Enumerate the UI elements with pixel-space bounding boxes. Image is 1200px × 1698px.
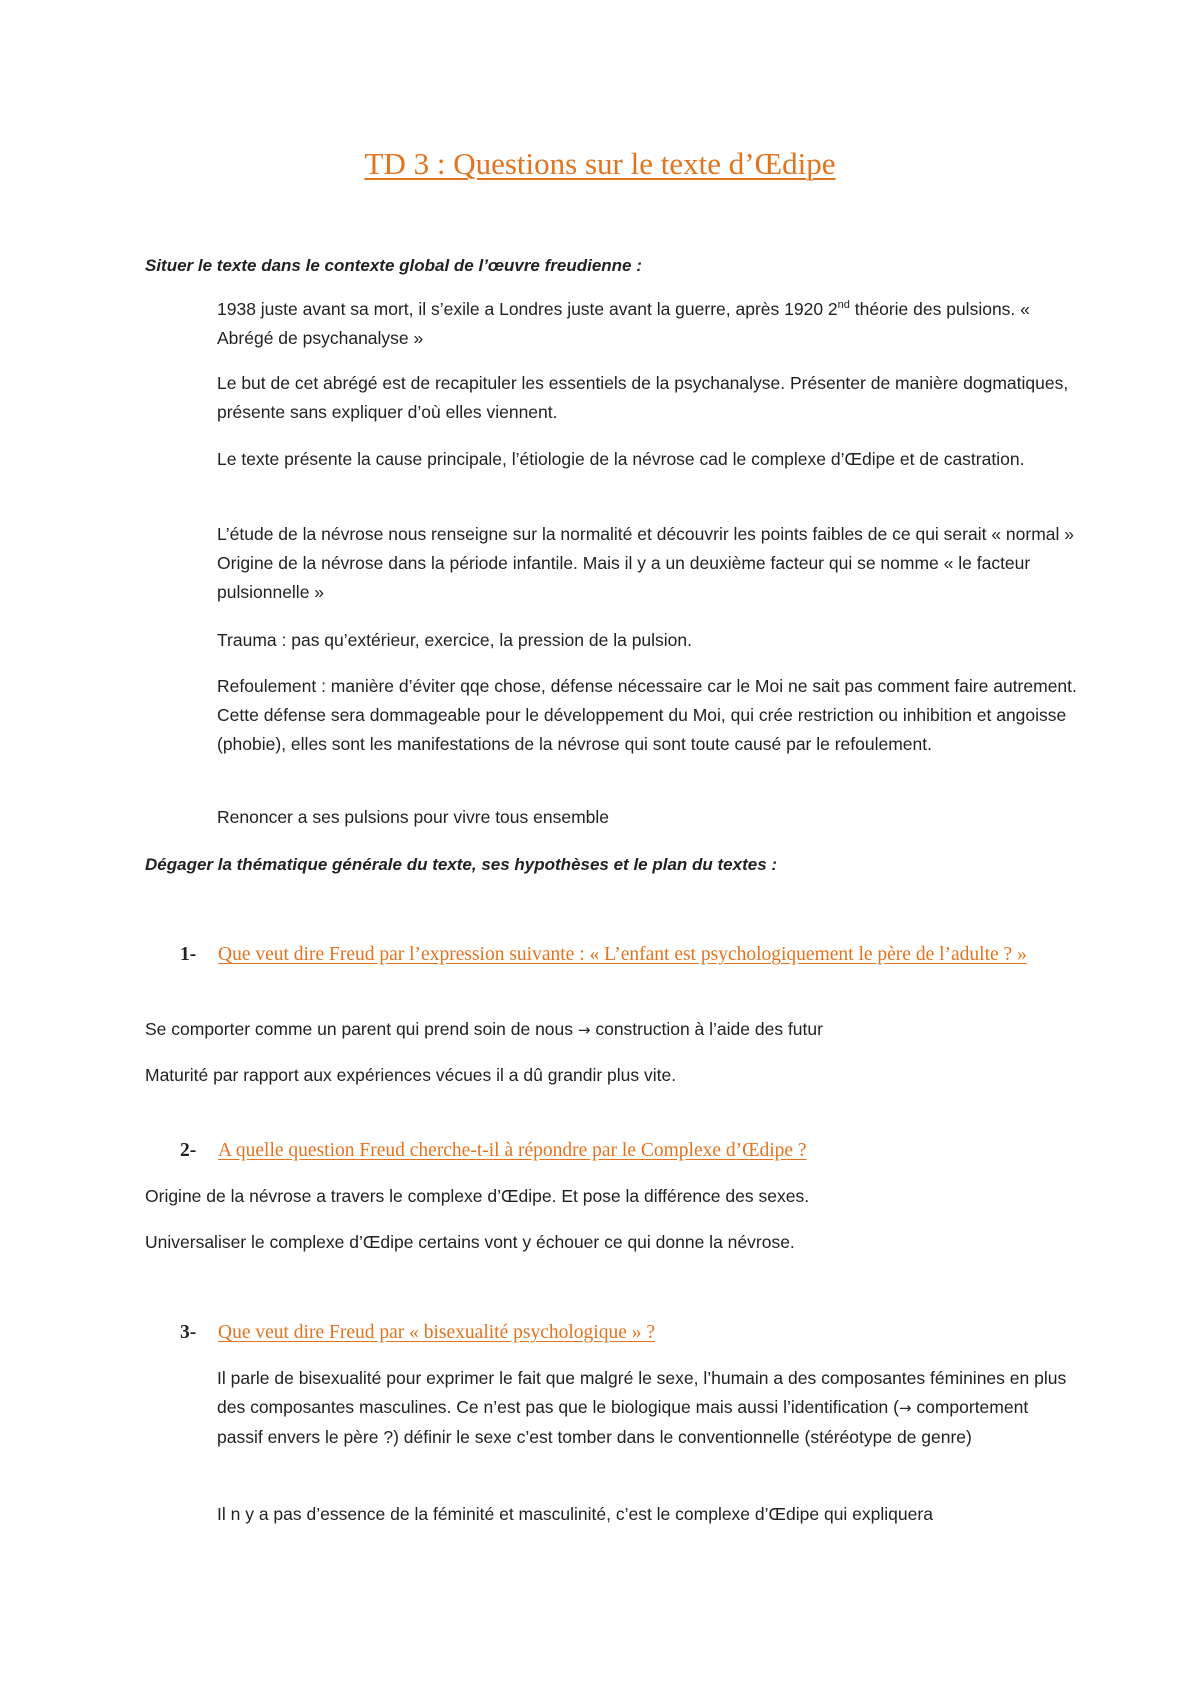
question-3: [180, 1318, 1068, 1347]
document-title: TD 3 : Questions sur le texte d’Œdipe: [364, 146, 836, 181]
paragraph-context-1: [217, 295, 1077, 353]
question-text: A quelle question Freud cherche-t-il à répondre par le Complexe d’Œdipe ?: [218, 1140, 807, 1161]
answer-text: construction à l’aide des futur: [590, 1019, 823, 1039]
arrow-right-icon: →: [898, 1399, 912, 1417]
paragraph-context-6: Refoulement : manière d’éviter qqe chose, défense nécessaire car le Moi ne sait pas comment faire autrement. Cette défense sera dommageable pour le développement du Moi, qui crée restriction ou inhibition et angoisse (phobie), elles sont les manifestations de la névrose qui sont toute causé par le refoulement.: [217, 676, 1077, 754]
paragraph-text: 1938 juste avant sa mort, il s’exile a Londres juste avant la guerre, après 1920 2: [217, 299, 838, 319]
answer-3-line-2: Il n y a pas d’essence de la féminité et masculinité, c’est le complexe d’Œdipe qui expliquera: [217, 1504, 933, 1524]
question-2: [180, 1136, 1068, 1165]
paragraph-context-2: Le but de cet abrégé est de recapituler les essentiels de la psychanalyse. Présenter de manière dogmatiques, présente sans expliquer d’où elles viennent.: [217, 373, 1069, 422]
section-heading-context: Situer le texte dans le contexte global de l’œuvre freudienne :: [145, 256, 642, 275]
answer-text: comportement passif envers le père ?) définir le sexe c’est tomber dans le conventionnelle (stéréotype de genre): [217, 1397, 1029, 1447]
answer-2-line-1: Origine de la névrose a travers le complexe d’Œdipe. Et pose la différence des sexes.: [145, 1186, 810, 1206]
question-number: 1-: [180, 944, 197, 965]
paragraph-context-3: Le texte présente la cause principale, l’étiologie de la névrose cad le complexe d’Œdipe et de castration.: [217, 449, 1025, 469]
paragraph-context-5: Trauma : pas qu’extérieur, exercice, la pression de la pulsion.: [217, 630, 693, 650]
answer-1-line-2: Maturité par rapport aux expériences vécues il a dû grandir plus vite.: [145, 1065, 677, 1085]
paragraph-text: théorie des pulsions. « Abrégé de psychanalyse »: [217, 299, 1030, 348]
question-number: 3-: [180, 1322, 197, 1343]
paragraph-context-4: L’étude de la névrose nous renseigne sur la normalité et découvrir les points faibles de ce qui serait « normal » Origine de la névrose dans la période infantile. Mais il y a un deuxième facteur qui se nomme « le facteur pulsionnelle »: [217, 524, 1075, 602]
answer-text: Se comporter comme un parent qui prend soin de nous: [145, 1019, 578, 1039]
answer-2-line-2: Universaliser le complexe d’Œdipe certains vont y échouer ce qui donne la névrose.: [145, 1232, 795, 1252]
superscript: nd: [837, 299, 850, 312]
question-text: Que veut dire Freud par « bisexualité psychologique » ?: [218, 1322, 656, 1343]
arrow-right-icon: →: [577, 1021, 591, 1039]
question-1: [180, 940, 1068, 969]
question-text: Que veut dire Freud par l’expression suivante : « L’enfant est psychologiquement le père de l’adulte ? »: [218, 944, 1027, 965]
question-number: 2-: [180, 1140, 197, 1161]
paragraph-context-7: Renoncer a ses pulsions pour vivre tous ensemble: [217, 807, 610, 827]
answer-1-line-1: [145, 1015, 1085, 1045]
section-heading-thematic: Dégager la thématique générale du texte, ses hypothèses et le plan du textes :: [145, 855, 778, 874]
answer-3-line-1: [217, 1364, 1077, 1452]
answer-text: Il parle de bisexualité pour exprimer le fait que malgré le sexe, l’humain a des composantes féminines en plus des composantes masculines. Ce n’est pas que le biologique mais aussi l’identification (: [217, 1368, 1067, 1417]
